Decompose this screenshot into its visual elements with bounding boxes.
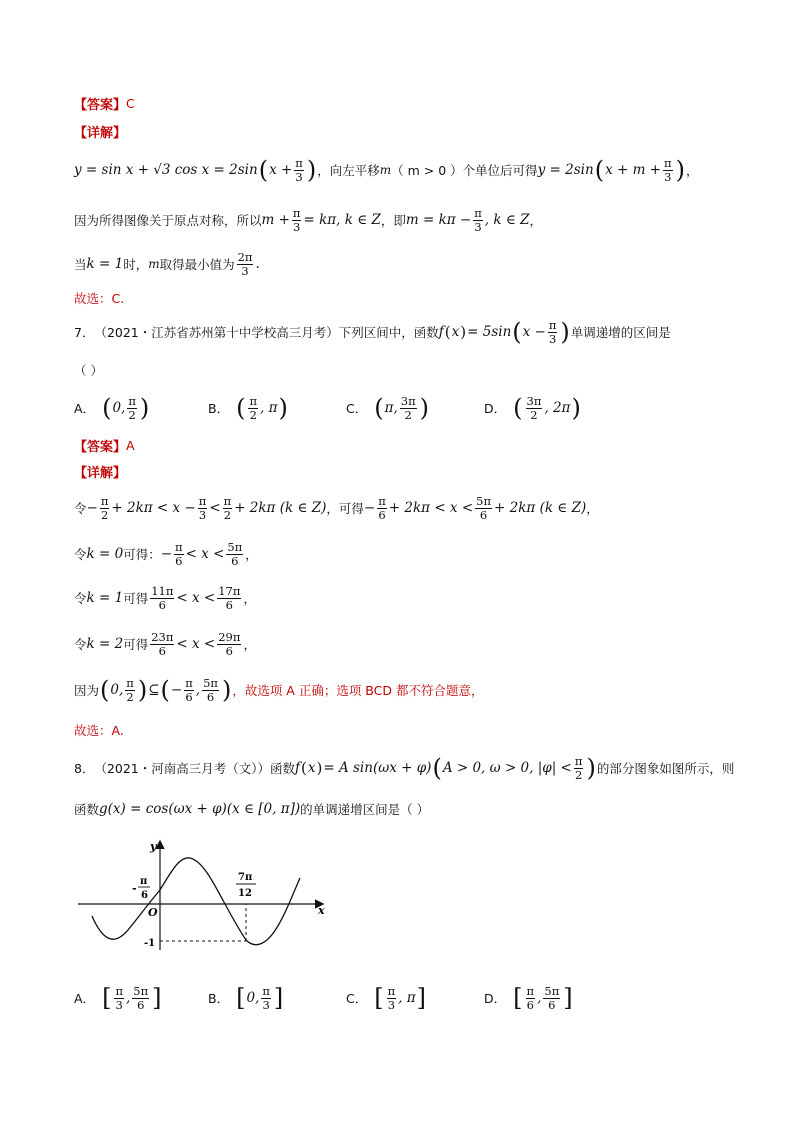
paren-close: ): [306, 156, 317, 184]
tick-label-right-num: 7π: [238, 872, 253, 883]
q7-stem: 7． （2021・江苏省苏州第十中学校高三月考）下列区间中，函数 f ( x ) = 5sin ( x − $\frac{\pi}{3}$ ) 单调递增的区间是: [74, 318, 671, 346]
tick-label-min: -1: [144, 938, 156, 949]
q8-option-a[interactable]: A． [ $\frac{\pi}{3}$ , $\frac{5\pi}{6}$ ]: [74, 984, 162, 1012]
tick-label-left-num: π: [140, 876, 148, 887]
x-axis-label: x: [318, 904, 325, 917]
q8-option-b[interactable]: B． [ 0, $\frac{\pi}{3}$ ]: [208, 984, 284, 1012]
q8-graph: [74, 836, 334, 954]
q7-solution-result: 因为 ( 0, $\frac{\pi}{2}$ ) ⊆ ( − $\frac{\pi}{6}$ , $\frac{5\pi}{6}$ ) ，故选项 A 正确；选项 BCD 都不符合题意，: [74, 676, 484, 704]
q6-formula-line-1: y = sin x + √3 cos x = 2sin ( x + $\frac{\pi}{3}$ ) ，向左平移 m （ m > 0 ） 个单位后可得 y = 2sin ( x + m + $\frac{\pi}{3}$ ) ，: [74, 156, 699, 184]
q7-solution-line-k2: 令 k = 2 可得 $\frac{23\pi}{6}$ < x < $\frac{29\pi}{6}$ ，: [74, 630, 256, 658]
paren-open: (: [258, 156, 269, 184]
q8-stem-2: 函数 g(x) = cos(ωx + φ)(x ∈ [0, π]) 的单调递增区间是（ ）: [74, 801, 430, 817]
q7-option-c[interactable]: C． ( π, $\frac{3\pi}{2}$ ): [346, 394, 430, 422]
q7-solution-line-k1: 令 k = 1 可得 $\frac{11\pi}{6}$ < x < $\frac{17\pi}{6}$ ，: [74, 584, 256, 612]
y-axis-label: y: [150, 840, 157, 853]
q7-option-b[interactable]: B． ( $\frac{\pi}{2}$ , π ): [208, 394, 288, 422]
sine-curve: [92, 858, 300, 945]
q6-conclusion: 故选：C.: [74, 291, 125, 306]
q7-solution-line-k0: 令 k = 0 可得： − $\frac{\pi}{6}$ < x < $\frac{5\pi}{6}$ ，: [74, 540, 258, 568]
tick-label-left-den: 6: [141, 890, 148, 901]
q7-answer-line: 【答案】 A: [74, 438, 135, 455]
detail-tag: 【详解】: [74, 126, 127, 141]
question-number: 7．: [74, 325, 95, 340]
q7-conclusion: 故选：A.: [74, 723, 124, 738]
question-number: 8．: [74, 761, 95, 776]
origin-label: O: [148, 906, 158, 919]
fraction: $\frac{\pi}{3}$: [295, 156, 303, 184]
q8-option-d[interactable]: D． [ $\frac{\pi}{6}$ , $\frac{5\pi}{6}$ ]: [484, 984, 573, 1012]
answer-value: C: [126, 96, 135, 111]
tick-label-right-den: 12: [238, 888, 252, 899]
q7-solution-line-1: 令 − $\frac{\pi}{2}$ + 2kπ < x − $\frac{\pi}{3}$ < $\frac{\pi}{2}$ + 2kπ (k ∈ Z) ，可得 − $\frac{\pi}{6}$ + 2kπ < x < $\frac{5\pi}{6}$ + 2kπ (k ∈ Z) ，: [74, 494, 599, 522]
q6-answer-line: [74, 94, 135, 113]
question-source: （2021・江苏省苏州第十中学校高三月考）下列区间中，函数: [94, 325, 439, 340]
answer-tag: 【答案】: [74, 98, 127, 113]
q6-formula-line-2: 因为所得图像关于原点对称，所以 m + $\frac{\pi}{3}$ = kπ, k ∈ Z ，即 m = kπ − $\frac{\pi}{3}$ , k ∈ Z ，: [74, 206, 543, 234]
q8-stem-1: 8． （2021・河南高三月考（文））函数 f ( x ) = A sin(ωx + φ) ( A > 0, ω > 0, |φ| < $\frac{\pi}{2}$ ) 的部分图象如图所示，则: [74, 754, 735, 782]
question-source: （2021・河南高三月考（文））函数: [94, 761, 296, 776]
q7-detail-line: 【详解】: [74, 466, 127, 481]
q7-blank: （ ）: [74, 363, 103, 378]
q7-option-d[interactable]: D． ( $\frac{3\pi}{2}$ , 2π ): [484, 394, 581, 422]
q6-formula-line-3: 当 k = 1 时， m 取得最小值为 $\frac{2\pi}{3}$ .: [74, 250, 260, 278]
q7-option-a[interactable]: A． ( 0, $\frac{\pi}{2}$ ): [74, 394, 150, 422]
q8-option-c[interactable]: C． [ $\frac{\pi}{3}$ , π ]: [346, 984, 427, 1012]
q6-detail-line: [74, 122, 126, 141]
tick-label-minus: -: [132, 882, 137, 895]
formula-y-sum: y = sin x + √3 cos x = 2sin: [74, 162, 258, 178]
